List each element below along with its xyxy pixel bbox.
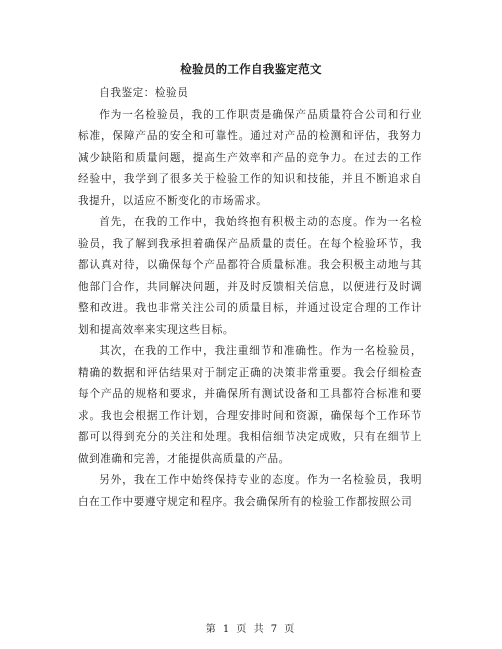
document-body — [78, 83, 422, 513]
document-title: 检验员的工作自我鉴定范文 — [180, 62, 322, 76]
paragraph: 作为一名检验员，我的工作职责是确保产品质量符合公司和行业标准，保障产品的安全和可靠性。通过对产品的检测和评估，我努力减少缺陷和质量问题，提高生产效率和产品的竞争力。在过去的工作经验中，我学到了很多关于检验工作的知识和技能，并且不断追求自我提升，以适应不断变化的市场需求。 — [78, 108, 422, 207]
paragraph: 首先，在我的工作中，我始终抱有积极主动的态度。作为一名检验员，我了解到我承担着确保产品质量的责任。在每个检验环节，我都认真对待，以确保每个产品都符合质量标准。我会积极主动地与其他部门合作，共同解决问题，并及时反馈相关信息，以便进行及时调整和改进。我也非常关注公司的质量目标，并通过设定合理的工作计划和提高效率来实现这些目标。 — [78, 216, 422, 336]
paragraph: 另外，我在工作中始终保持专业的态度。作为一名检验员，我明白在工作中要遵守规定和程序。我会确保所有的检验工作都按照公司 — [78, 474, 422, 508]
paragraph-heading: 自我鉴定：检验员 — [99, 87, 189, 99]
page-number-footer: 第 1 页 共 7 页 — [205, 624, 297, 635]
paragraph: 其次，在我的工作中，我注重细节和准确性。作为一名检验员，精确的数据和评估结果对于制定正确的决策非常重要。我会仔细检查每个产品的规格和要求，并确保所有测试设备和工具都符合标准和要求。我也会根据工作计划，合理安排时间和资源，确保每个工作环节都可以得到充分的关注和处理。我相信细节决定成败，只有在细节上做到准确和完善，才能提供高质量的产品。 — [78, 345, 422, 465]
